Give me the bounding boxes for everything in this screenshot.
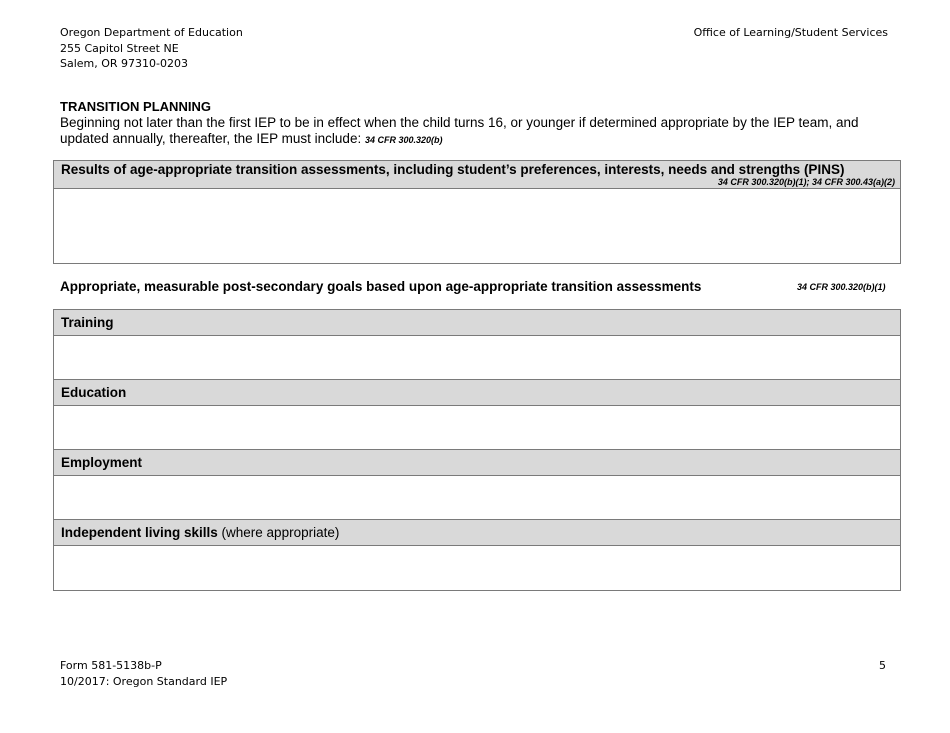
office-name: Office of Learning/Student Services [693,26,888,39]
agency-name: Oregon Department of Education [60,26,243,39]
agency-street: 255 Capitol Street NE [60,41,179,55]
pins-header [54,161,900,189]
page-number: 5 [879,659,886,672]
training-label: Training [61,315,114,330]
employment-label: Employment [61,455,143,470]
footer-form-info [60,658,227,690]
training-field[interactable] [54,336,900,380]
form-version: 10/2017: Oregon Standard IEP [60,675,228,688]
training-label-row [54,310,900,336]
pins-citation: 34 CFR 300.320(b)(1); 34 CFR 300.43(a)(2) [717,177,895,187]
independent-living-note: (where appropriate) [217,525,340,540]
independent-living-label-row [54,520,900,546]
education-label-row [54,380,900,406]
independent-living-label [61,525,339,540]
pins-box [53,160,901,264]
education-label: Education [61,385,127,400]
pins-field[interactable] [54,189,900,264]
section-intro [60,115,900,148]
independent-living-field[interactable] [54,546,900,590]
goals-citation: 34 CFR 300.320(b)(1) [797,282,886,292]
pins-title: Results of age-appropriate transition assessments, including student’s preferences, interests, needs and strengths (PINS) [61,162,845,177]
employment-label-row [54,450,900,476]
intro-citation: 34 CFR 300.320(b) [364,135,443,145]
agency-city: Salem, OR 97310-0203 [60,57,189,70]
goals-table [53,309,901,591]
intro-text: Beginning not later than the first IEP to be in effect when the child turns 16, or younger if determined appropriate by the IEP team, and updated annually, thereafter, the IEP must include: [60,115,859,146]
form-number: Form 581-5138b-P [60,659,162,672]
education-field[interactable] [54,406,900,450]
section-heading: TRANSITION PLANNING [60,99,211,114]
employment-field[interactable] [54,476,900,520]
agency-address [60,25,243,72]
goals-heading: Appropriate, measurable post-secondary goals based upon age-appropriate transition assessments [60,279,702,294]
independent-living-title: Independent living skills [61,525,218,540]
